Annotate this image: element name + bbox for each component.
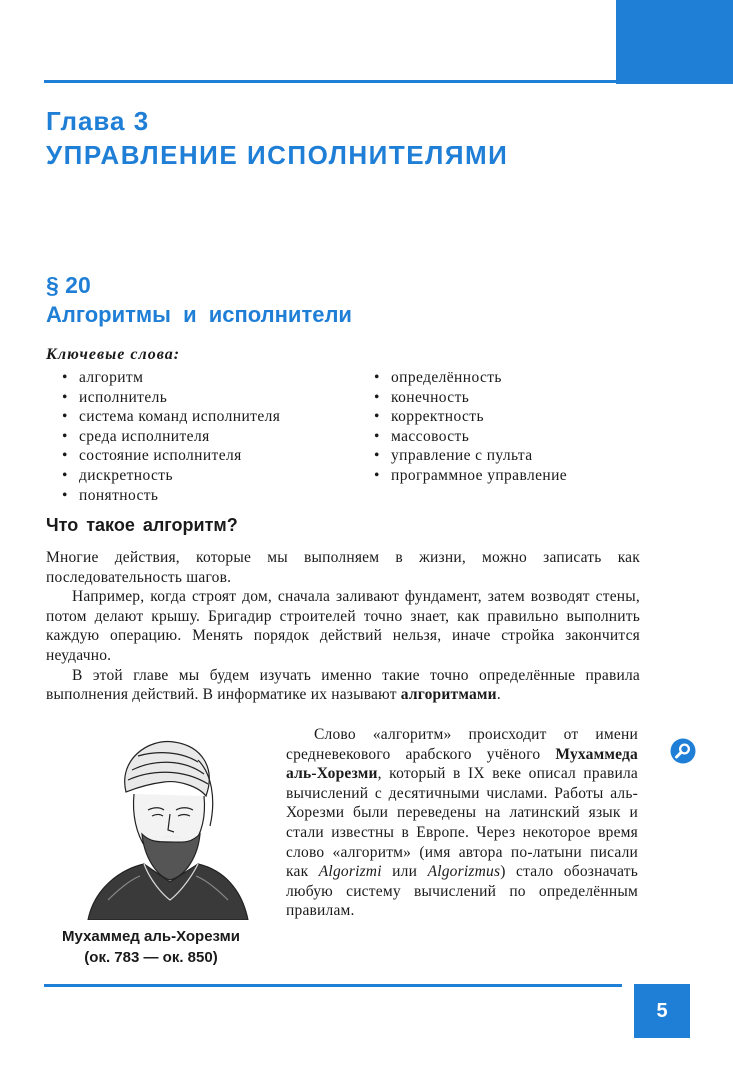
top-corner-tab (616, 0, 733, 84)
portrait-al-khwarizmi (78, 730, 250, 920)
paragraph-1: Многие действия, которые мы выполняем в жизни, можно записать как последовательность шагов. (46, 549, 640, 586)
name-al-khwarizmi: Мухаммеда аль-Хорезми (286, 745, 638, 783)
keyword-item: • массовость (374, 427, 567, 447)
keywords-list-right (374, 368, 567, 486)
keyword-item: • управление с пульта (374, 446, 567, 466)
keyword-item: • программное управление (374, 466, 567, 486)
keyword-item: • система команд исполнителя (62, 407, 280, 427)
paragraph-3 (46, 666, 640, 705)
chapter-title: УПРАВЛЕНИЕ ИСПОЛНИТЕЛЯМИ (46, 140, 509, 170)
paragraph-title: Алгоритмы и исполнители (46, 302, 352, 327)
paragraph-3-end: . (496, 686, 501, 704)
keyword-item: • алгоритм (62, 368, 280, 388)
keyword-item: • определённость (374, 368, 567, 388)
body-text (46, 548, 640, 705)
page-number: 5 (634, 984, 690, 1038)
keyword-item: • дискретность (62, 466, 280, 486)
caption-name: Мухаммед аль-Хорезми (62, 928, 240, 945)
chapter-number: Глава 3 (46, 106, 150, 136)
term-algorithms: алгоритмами (400, 686, 497, 704)
magnifier-icon (670, 738, 696, 764)
latin-name-1: Algorizmi (318, 863, 382, 881)
keyword-item: • среда исполнителя (62, 427, 280, 447)
section-heading: Что такое алгоритм? (46, 515, 238, 535)
keywords-heading: Ключевые слова: (46, 346, 181, 363)
paragraph-number: § 20 (46, 272, 91, 298)
etymology-part: ) стало обозначать любую систему вычислений по определённым правилам. (286, 863, 638, 920)
keyword-item: • конечность (374, 388, 567, 408)
keyword-item: • исполнитель (62, 388, 280, 408)
latin-name-2: Algorizmus (427, 863, 501, 881)
keyword-item: • корректность (374, 407, 567, 427)
keyword-item: • понятность (62, 486, 280, 506)
etymology-part: Слово «алгоритм» происходит от имени средневекового арабского учёного (286, 726, 638, 763)
caption-dates: (ок. 783 — ок. 850) (84, 949, 218, 966)
portrait-caption (40, 926, 262, 968)
header-rule (44, 80, 624, 83)
etymology-part: , который в IX веке описал правила вычислений с десятичными числами. Работы аль-Хорезми были переведены на латинский язык и стали известны в Европе. Через некоторое время слово «алгоритм» (имя автора по-латыни писали как (286, 765, 638, 881)
footer-rule (44, 984, 622, 987)
paragraph-3-text: В этой главе мы будем изучать именно такие точно определённые правила выполнения действий. В информатике их называют (46, 666, 640, 704)
etymology-text (286, 725, 638, 921)
keyword-item: • состояние исполнителя (62, 446, 280, 466)
etymology-part: или (381, 863, 428, 881)
keywords-list-left (62, 368, 280, 505)
paragraph-2: Например, когда строят дом, сначала заливают фундамент, затем возводят стены, потом делают крышу. Бригадир строителей точно знает, как правильно выполнить каждую операцию. Менять порядок действий нельзя, иначе стройка закончится неудачно. (46, 588, 640, 664)
